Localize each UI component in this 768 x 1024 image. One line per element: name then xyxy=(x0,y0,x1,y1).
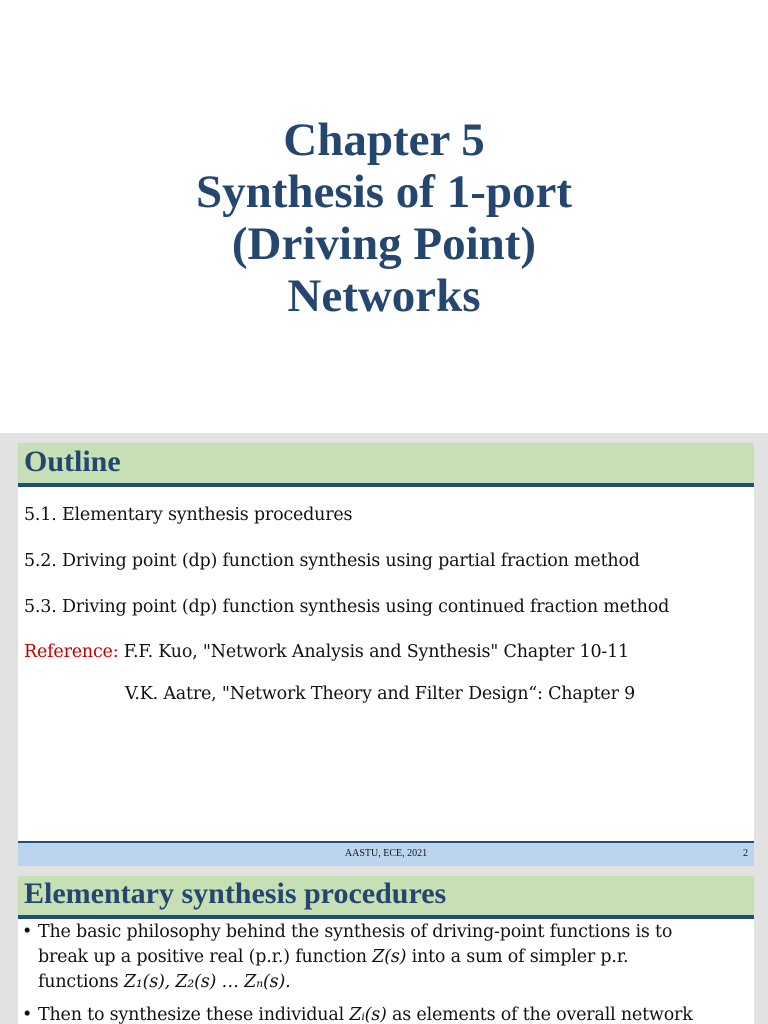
bullet-1-line-1: The basic philosophy behind the synthesis of driving-point functions is to xyxy=(38,922,673,942)
bullet-dot: • xyxy=(22,1005,33,1024)
title-line-3: (Driving Point) xyxy=(231,218,537,270)
bullet-1-line-2 xyxy=(38,945,746,970)
outline-header-bar xyxy=(18,443,754,487)
outline-slide-body xyxy=(18,443,754,865)
outline-slide xyxy=(0,433,768,867)
math-z-s: Z(s) xyxy=(372,947,407,967)
title-line-2: Synthesis of 1-port xyxy=(195,166,573,218)
bullet-1-line-2-b: into a sum of simpler p.r. xyxy=(406,947,629,967)
outline-item-5-3: 5.3. Driving point (dp) function synthesis using continued fraction method xyxy=(24,597,670,617)
outline-item-5-1: 5.1. Elementary synthesis procedures xyxy=(24,505,353,525)
reference-aatre: V.K. Aatre, "Network Theory and Filter Design“: Chapter 9 xyxy=(125,684,636,704)
bullet-1 xyxy=(22,920,748,996)
bullet-1-line-3-a: functions xyxy=(38,972,124,992)
reference-kuo: F.F. Kuo, "Network Analysis and Synthesis" Chapter 10-11 xyxy=(118,642,629,662)
reference-label: Reference: xyxy=(24,642,119,662)
math-z-functions: Z₁(s), Z₂(s) … Zₙ(s). xyxy=(123,972,291,992)
elementary-header-bar xyxy=(18,876,754,919)
bullet-2 xyxy=(22,1003,748,1024)
bullet-2-text xyxy=(38,1003,746,1024)
outline-heading: Outline xyxy=(24,445,121,478)
page-number: 2 xyxy=(743,848,748,859)
elementary-synthesis-slide xyxy=(0,866,768,1024)
title-line-4: Networks xyxy=(287,270,481,322)
reference-line-1 xyxy=(24,642,629,662)
title-line-1: Chapter 5 xyxy=(283,114,485,166)
bullet-1-text xyxy=(38,920,746,995)
title-slide xyxy=(0,0,768,432)
bullet-2-b: as elements of the overall network xyxy=(386,1005,693,1024)
slide-footer xyxy=(18,841,754,867)
bullet-2-a: Then to synthesize these individual xyxy=(38,1005,350,1024)
elementary-heading: Elementary synthesis procedures xyxy=(24,877,447,910)
chapter-title xyxy=(0,114,768,322)
outline-item-5-2: 5.2. Driving point (dp) function synthesis using partial fraction method xyxy=(24,551,640,571)
footer-text: AASTU, ECE, 2021 xyxy=(344,848,428,859)
bullet-dot: • xyxy=(22,922,33,942)
bullet-1-line-3 xyxy=(38,970,746,995)
elementary-synthesis-body xyxy=(18,876,754,1024)
math-zi-s: Zᵢ(s) xyxy=(349,1005,387,1024)
bullet-1-line-2-a: break up a positive real (p.r.) function xyxy=(38,947,373,967)
